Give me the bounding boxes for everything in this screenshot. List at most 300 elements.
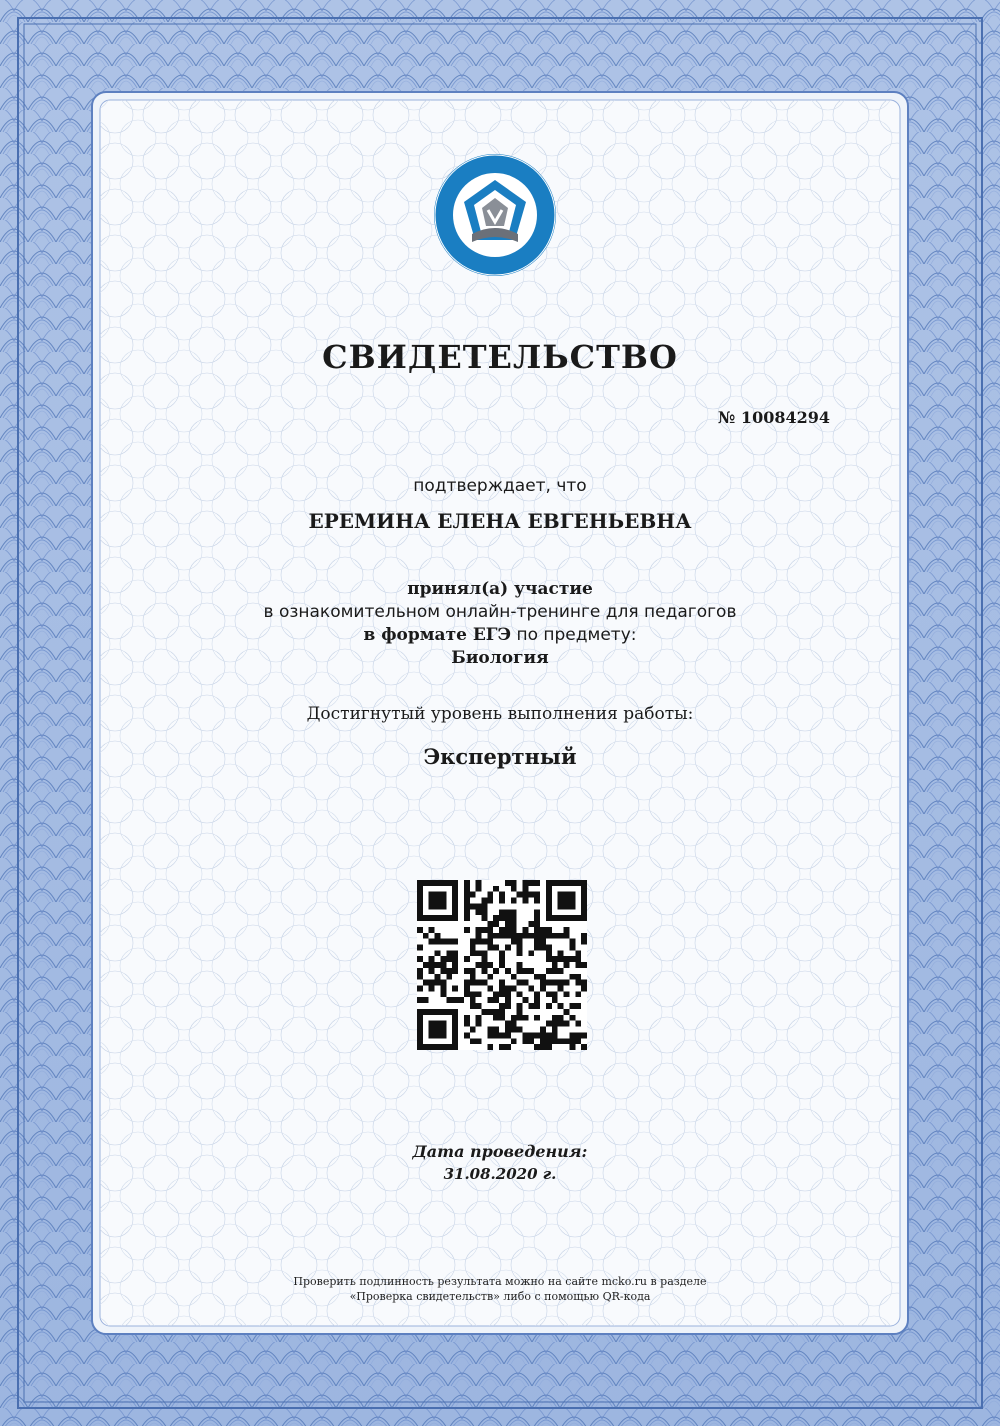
qr-module [452, 1021, 458, 1027]
qr-module [546, 1021, 552, 1027]
qr-module [540, 1038, 546, 1044]
qr-module [417, 1009, 423, 1015]
verify-text-line2: «Проверка свидетельств» либо с помощью QR-кода [349, 1290, 651, 1303]
qr-module [499, 950, 505, 956]
qr-module [464, 968, 470, 974]
qr-module [511, 1027, 517, 1033]
qr-module [435, 939, 441, 945]
qr-module [493, 991, 499, 997]
qr-module [581, 903, 587, 909]
qr-module [429, 1021, 435, 1027]
qr-module [417, 903, 423, 909]
qr-module [435, 903, 441, 909]
qr-module [429, 880, 435, 886]
qr-module [558, 980, 564, 986]
qr-module [552, 1032, 558, 1038]
qr-module [446, 974, 452, 980]
verify-site-link[interactable]: mcko.ru [601, 1275, 647, 1288]
qr-module [564, 956, 570, 962]
qr-module [552, 1015, 558, 1021]
qr-module [517, 944, 523, 950]
qr-module [564, 1038, 570, 1044]
qr-module [505, 915, 511, 921]
qr-module [476, 909, 482, 915]
qr-module [429, 1009, 435, 1015]
qr-module [564, 962, 570, 968]
qr-module [417, 986, 423, 992]
qr-module [435, 1027, 441, 1033]
qr-module [546, 950, 552, 956]
qr-module [564, 1009, 570, 1015]
qr-module [581, 880, 587, 886]
qr-module [440, 880, 446, 886]
qr-module [429, 915, 435, 921]
qr-module [476, 980, 482, 986]
qr-module [552, 1021, 558, 1027]
qr-module [440, 980, 446, 986]
qr-module [464, 980, 470, 986]
qr-module [569, 1032, 575, 1038]
qr-module [528, 1032, 534, 1038]
qr-module [558, 986, 564, 992]
qr-module [499, 898, 505, 904]
qr-module [511, 909, 517, 915]
qr-module [487, 986, 493, 992]
qr-module [464, 915, 470, 921]
qr-module [470, 944, 476, 950]
qr-module [517, 1009, 523, 1015]
qr-module [487, 974, 493, 980]
qr-module [476, 903, 482, 909]
qr-module [534, 997, 540, 1003]
qr-module [569, 898, 575, 904]
qr-module [534, 898, 540, 904]
qr-module [435, 915, 441, 921]
qr-module [440, 968, 446, 974]
qr-module [505, 1003, 511, 1009]
qr-module [493, 886, 499, 892]
qr-module [511, 886, 517, 892]
qr-module [476, 962, 482, 968]
qr-module [546, 1044, 552, 1050]
qr-module [493, 1027, 499, 1033]
qr-module [569, 915, 575, 921]
qr-module [476, 991, 482, 997]
qr-module [493, 921, 499, 927]
qr-module [505, 991, 511, 997]
confirms-text: подтверждает, что [413, 476, 587, 496]
qr-module [446, 880, 452, 886]
qr-module [581, 915, 587, 921]
qr-module [517, 980, 523, 986]
qr-module [546, 1038, 552, 1044]
qr-module [534, 933, 540, 939]
qr-module [417, 892, 423, 898]
qr-module [452, 1038, 458, 1044]
qr-module [499, 1003, 505, 1009]
qr-module [440, 898, 446, 904]
qr-module [575, 962, 581, 968]
qr-module [564, 933, 570, 939]
participation-text: принял(а) участие [407, 579, 593, 599]
qr-module [564, 880, 570, 886]
qr-module [540, 1032, 546, 1038]
qr-module [540, 980, 546, 986]
qr-module [417, 915, 423, 921]
qr-module [464, 1015, 470, 1021]
qr-module [505, 944, 511, 950]
qr-module [540, 927, 546, 933]
qr-module [476, 927, 482, 933]
qr-module [440, 956, 446, 962]
qr-module [470, 1027, 476, 1033]
qr-module [429, 903, 435, 909]
qr-module [452, 1044, 458, 1050]
qr-module [464, 956, 470, 962]
qr-module [487, 1032, 493, 1038]
qr-module [446, 997, 452, 1003]
qr-module [464, 886, 470, 892]
qr-module [528, 892, 534, 898]
qr-module [552, 880, 558, 886]
qr-module [417, 997, 423, 1003]
qr-module [464, 1032, 470, 1038]
qr-module [417, 1021, 423, 1027]
qr-module [446, 956, 452, 962]
qr-module [476, 886, 482, 892]
qr-module [534, 927, 540, 933]
qr-module [546, 991, 552, 997]
qr-module [540, 933, 546, 939]
qr-module [470, 1003, 476, 1009]
qr-module [558, 903, 564, 909]
qr-module [464, 892, 470, 898]
qr-module [417, 898, 423, 904]
qr-module [499, 1015, 505, 1021]
qr-module [476, 880, 482, 886]
qr-module [481, 909, 487, 915]
qr-module [493, 997, 499, 1003]
qr-module [423, 962, 429, 968]
qr-module [552, 962, 558, 968]
qr-module [499, 933, 505, 939]
qr-module [417, 968, 423, 974]
qr-module [569, 880, 575, 886]
qr-module [558, 1021, 564, 1027]
qr-module [493, 1015, 499, 1021]
qr-module [476, 950, 482, 956]
qr-module [581, 909, 587, 915]
qr-module [429, 892, 435, 898]
qr-module [429, 980, 435, 986]
qr-module [499, 927, 505, 933]
qr-module [575, 950, 581, 956]
qr-module [511, 927, 517, 933]
qr-module [505, 880, 511, 886]
qr-module [452, 939, 458, 945]
qr-module [476, 1015, 482, 1021]
qr-module [575, 915, 581, 921]
qr-module [581, 986, 587, 992]
qr-module [546, 903, 552, 909]
qr-module [564, 980, 570, 986]
qr-module [575, 1003, 581, 1009]
qr-module [534, 974, 540, 980]
qr-module [558, 1015, 564, 1021]
qr-module [575, 1038, 581, 1044]
qr-module [464, 909, 470, 915]
qr-module [435, 933, 441, 939]
qr-module [429, 939, 435, 945]
qr-module [552, 956, 558, 962]
qr-module [417, 974, 423, 980]
qr-module [435, 974, 441, 980]
qr-module [528, 1038, 534, 1044]
qr-module [481, 939, 487, 945]
qr-module [452, 1027, 458, 1033]
qr-module [528, 933, 534, 939]
qr-module [517, 991, 523, 997]
qr-module [440, 892, 446, 898]
qr-module [440, 986, 446, 992]
qr-module [517, 1015, 523, 1021]
qr-module [564, 1021, 570, 1027]
qr-module [505, 986, 511, 992]
qr-module [575, 980, 581, 986]
event-date: 31.08.2020 г. [443, 1165, 557, 1183]
qr-module [552, 980, 558, 986]
qr-module [540, 944, 546, 950]
qr-module [558, 898, 564, 904]
qr-module [487, 933, 493, 939]
qr-module [493, 1032, 499, 1038]
qr-module [493, 1009, 499, 1015]
qr-module [546, 886, 552, 892]
qr-module [481, 898, 487, 904]
certificate-number: № 10084294 [717, 408, 830, 427]
qr-module [517, 939, 523, 945]
qr-module [487, 997, 493, 1003]
qr-module [440, 1009, 446, 1015]
qr-module [476, 1038, 482, 1044]
qr-module [470, 968, 476, 974]
qr-module [581, 1044, 587, 1050]
qr-module [575, 974, 581, 980]
qr-module [499, 991, 505, 997]
qr-module [552, 991, 558, 997]
qr-module [417, 886, 423, 892]
qr-module [546, 898, 552, 904]
qr-code [417, 880, 587, 1050]
qr-module [558, 915, 564, 921]
qr-module [552, 915, 558, 921]
qr-module [546, 927, 552, 933]
qr-module [440, 1044, 446, 1050]
recipient-name: ЕРЕМИНА ЕЛЕНА ЕВГЕНЬЕВНА [308, 509, 692, 533]
qr-module [569, 1003, 575, 1009]
qr-module [552, 968, 558, 974]
qr-module [546, 944, 552, 950]
qr-module [581, 939, 587, 945]
qr-module [446, 950, 452, 956]
qr-module [499, 915, 505, 921]
qr-module [435, 898, 441, 904]
qr-module [534, 909, 540, 915]
qr-module [581, 933, 587, 939]
qr-module [440, 962, 446, 968]
qr-module [528, 921, 534, 927]
qr-module [417, 1038, 423, 1044]
qr-module [458, 997, 464, 1003]
qr-module [505, 921, 511, 927]
qr-module [493, 968, 499, 974]
qr-module [564, 991, 570, 997]
qr-module [523, 880, 529, 886]
qr-module [452, 880, 458, 886]
qr-module [517, 962, 523, 968]
qr-module [487, 962, 493, 968]
format-rest: по предмету: [511, 625, 637, 645]
qr-module [481, 950, 487, 956]
qr-module [558, 1003, 564, 1009]
qr-module [435, 950, 441, 956]
qr-module [546, 880, 552, 886]
qr-module [511, 933, 517, 939]
qr-module [517, 933, 523, 939]
qr-module [558, 956, 564, 962]
qr-module [476, 939, 482, 945]
qr-module [481, 956, 487, 962]
qr-module [575, 1032, 581, 1038]
qr-module [546, 933, 552, 939]
qr-module [452, 950, 458, 956]
qr-module [481, 1009, 487, 1015]
qr-module [540, 1044, 546, 1050]
qr-module [505, 1021, 511, 1027]
qr-module [435, 1009, 441, 1015]
mcko-logo [432, 152, 558, 278]
qr-module [499, 956, 505, 962]
qr-module [534, 892, 540, 898]
qr-module [446, 939, 452, 945]
qr-module [446, 1009, 452, 1015]
qr-module [558, 880, 564, 886]
qr-module [546, 1003, 552, 1009]
qr-module [534, 939, 540, 945]
qr-module [511, 898, 517, 904]
qr-module [534, 880, 540, 886]
qr-module [487, 921, 493, 927]
qr-module [464, 880, 470, 886]
certificate-title: СВИДЕТЕЛЬСТВО [322, 338, 678, 376]
qr-module [517, 950, 523, 956]
qr-module [440, 991, 446, 997]
qr-module [423, 915, 429, 921]
qr-module [499, 1044, 505, 1050]
qr-module [493, 944, 499, 950]
qr-module [481, 915, 487, 921]
qr-module [523, 886, 529, 892]
qr-module [429, 1044, 435, 1050]
qr-module [581, 892, 587, 898]
qr-module [517, 1003, 523, 1009]
qr-module [505, 1032, 511, 1038]
qr-module [470, 1038, 476, 1044]
qr-module [446, 1044, 452, 1050]
qr-module [481, 903, 487, 909]
qr-module [511, 939, 517, 945]
qr-module [505, 933, 511, 939]
qr-module [505, 909, 511, 915]
qr-module [470, 980, 476, 986]
verification-note [0, 1274, 1000, 1304]
qr-module [417, 1032, 423, 1038]
qr-module [523, 1015, 529, 1021]
qr-module [534, 1015, 540, 1021]
qr-module [452, 898, 458, 904]
subject-name: Биология [451, 648, 549, 668]
qr-module [499, 980, 505, 986]
qr-module [423, 933, 429, 939]
qr-module [452, 962, 458, 968]
qr-module [564, 892, 570, 898]
qr-module [558, 1038, 564, 1044]
qr-module [569, 903, 575, 909]
qr-module [546, 968, 552, 974]
qr-module [523, 968, 529, 974]
qr-module [452, 968, 458, 974]
qr-module [523, 1032, 529, 1038]
qr-module [517, 892, 523, 898]
qr-module [452, 1032, 458, 1038]
qr-module [493, 915, 499, 921]
qr-module [569, 1015, 575, 1021]
qr-module [429, 898, 435, 904]
qr-module [464, 903, 470, 909]
qr-module [440, 915, 446, 921]
qr-module [540, 986, 546, 992]
qr-module [476, 1021, 482, 1027]
qr-module [452, 892, 458, 898]
qr-module [487, 944, 493, 950]
qr-module [546, 892, 552, 898]
qr-module [511, 921, 517, 927]
qr-module [534, 991, 540, 997]
qr-module [435, 980, 441, 986]
qr-module [429, 1027, 435, 1033]
qr-module [534, 1003, 540, 1009]
format-line [0, 624, 1000, 647]
qr-module [581, 1032, 587, 1038]
qr-module [546, 909, 552, 915]
qr-module [569, 1038, 575, 1044]
qr-module [499, 1032, 505, 1038]
event-description: в ознакомительном онлайн-тренинге для педагогов [263, 602, 737, 622]
qr-module [487, 1044, 493, 1050]
qr-module [452, 1015, 458, 1021]
qr-module [528, 968, 534, 974]
qr-module [452, 915, 458, 921]
qr-module [440, 1027, 446, 1033]
qr-module [452, 997, 458, 1003]
qr-module [546, 980, 552, 986]
qr-module [476, 1003, 482, 1009]
qr-module [487, 939, 493, 945]
qr-module [581, 980, 587, 986]
qr-module [429, 962, 435, 968]
qr-module [517, 968, 523, 974]
qr-module [423, 1044, 429, 1050]
